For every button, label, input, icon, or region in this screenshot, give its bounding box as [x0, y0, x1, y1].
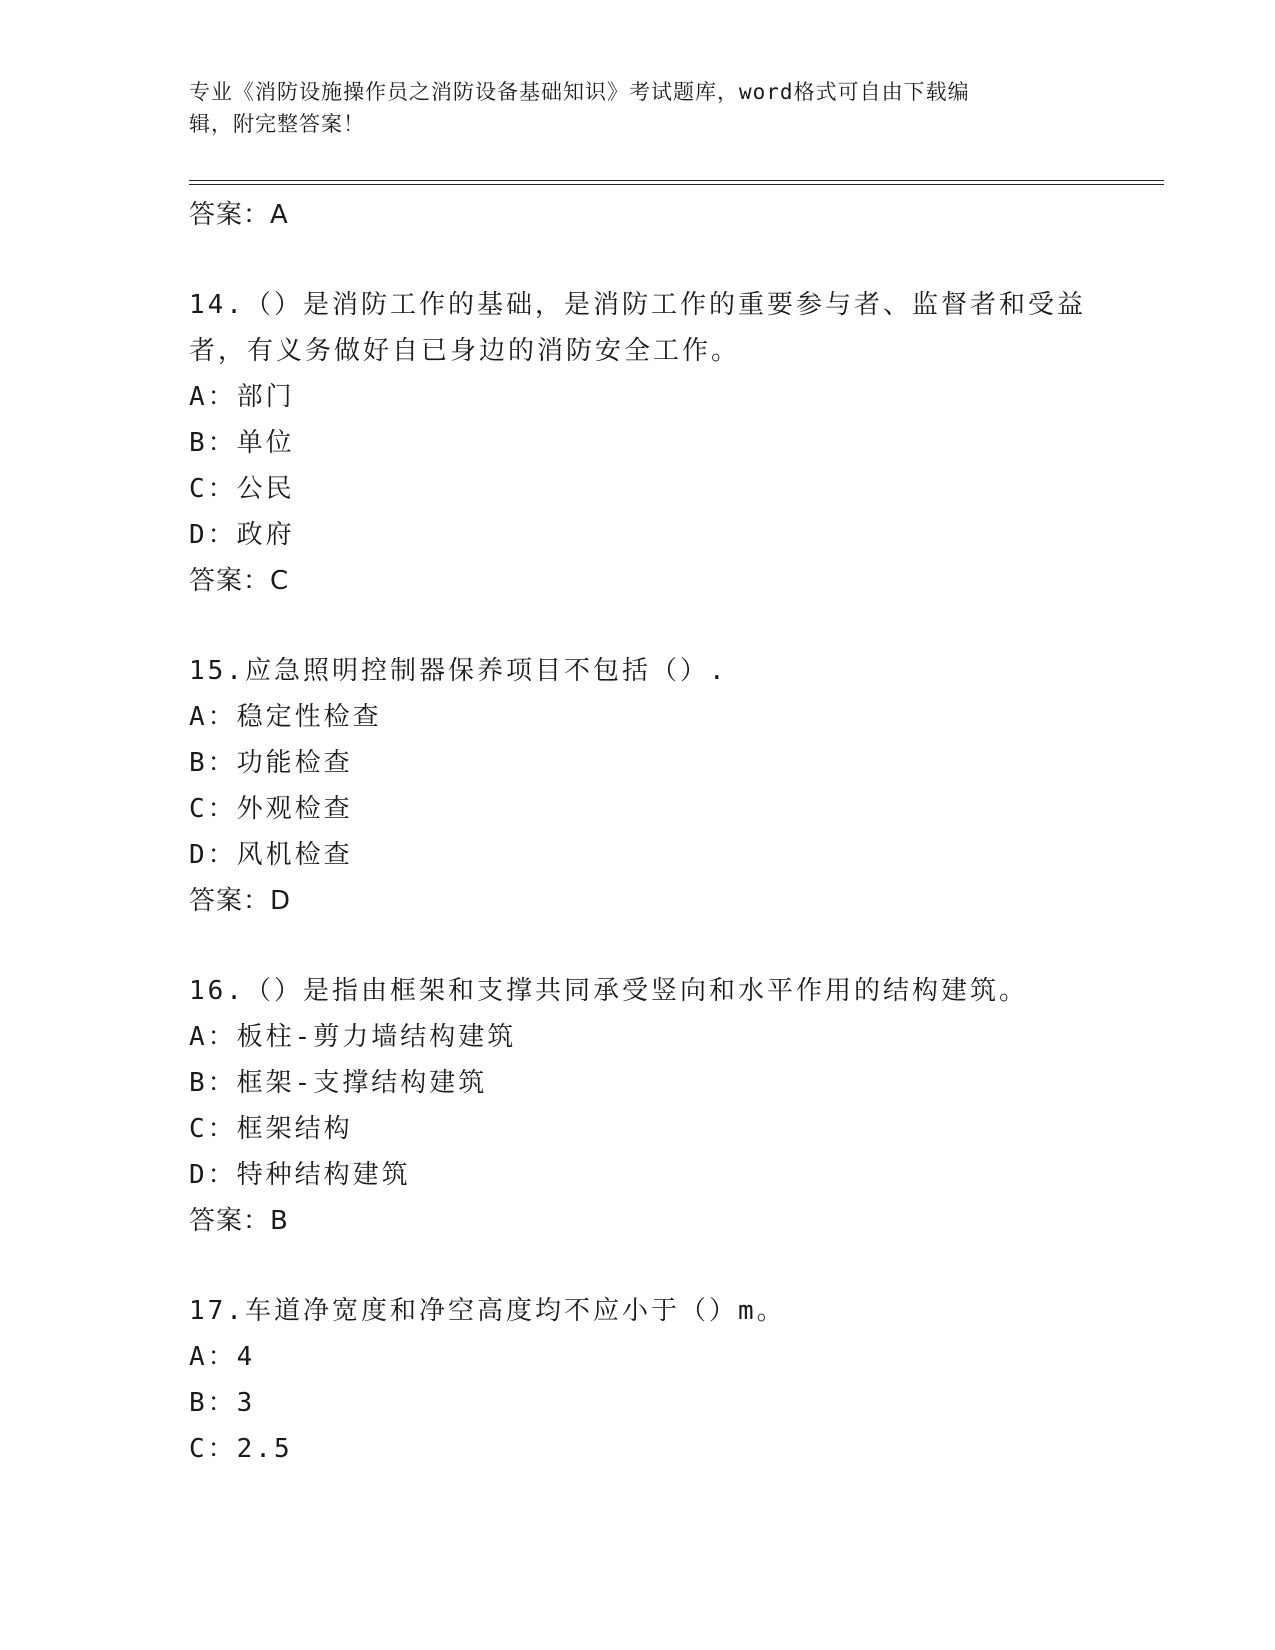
option-a: A：4 — [189, 1342, 256, 1372]
question-17 — [189, 1288, 1149, 1472]
question-stem: 17.车道净宽度和净空高度均不应小于（）m。 — [189, 1296, 786, 1326]
question-stem: 15.应急照明控制器保养项目不包括（）. — [189, 656, 728, 686]
spacer — [189, 924, 1149, 968]
option-c: C：2.5 — [189, 1434, 293, 1464]
question-15 — [189, 648, 1149, 924]
answer: 答案：D — [189, 886, 292, 916]
option-c: C：外观检查 — [189, 794, 353, 824]
question-list — [189, 188, 1149, 1472]
question-stem: 14.（）是消防工作的基础，是消防工作的重要参与者、监督者和受益 — [189, 290, 1086, 320]
previous-answer: 答案：A — [189, 200, 289, 230]
answer: 答案：B — [189, 1206, 289, 1236]
header-divider-top — [189, 180, 1164, 181]
spacer — [189, 238, 1149, 282]
option-b: B：框架-支撑结构建筑 — [189, 1068, 488, 1098]
question-14 — [189, 282, 1149, 604]
option-a: A：板柱-剪力墙结构建筑 — [189, 1022, 517, 1052]
option-c: C：框架结构 — [189, 1114, 353, 1144]
header-line-2: 辑，附完整答案！ — [189, 112, 365, 136]
answer: 答案：C — [189, 566, 290, 596]
option-b: B：3 — [189, 1388, 256, 1418]
spacer — [189, 604, 1149, 648]
option-a: A：部门 — [189, 382, 295, 412]
spacer — [189, 1244, 1149, 1288]
option-d: D：特种结构建筑 — [189, 1160, 411, 1190]
document-header — [189, 76, 1089, 140]
question-stem: 16.（）是指由框架和支撑共同承受竖向和水平作用的结构建筑。 — [189, 976, 1028, 1006]
option-d: D：风机检查 — [189, 840, 353, 870]
header-line-1: 专业《消防设施操作员之消防设备基础知识》考试题库，word格式可自由下载编 — [189, 80, 970, 104]
question-stem: 者，有义务做好自已身边的消防安全工作。 — [189, 336, 741, 366]
option-b: B：单位 — [189, 428, 295, 458]
option-a: A：稳定性检查 — [189, 702, 382, 732]
option-c: C：公民 — [189, 474, 295, 504]
option-d: D：政府 — [189, 520, 295, 550]
question-16 — [189, 968, 1149, 1244]
option-b: B：功能检查 — [189, 748, 353, 778]
header-divider-bottom — [189, 184, 1164, 185]
